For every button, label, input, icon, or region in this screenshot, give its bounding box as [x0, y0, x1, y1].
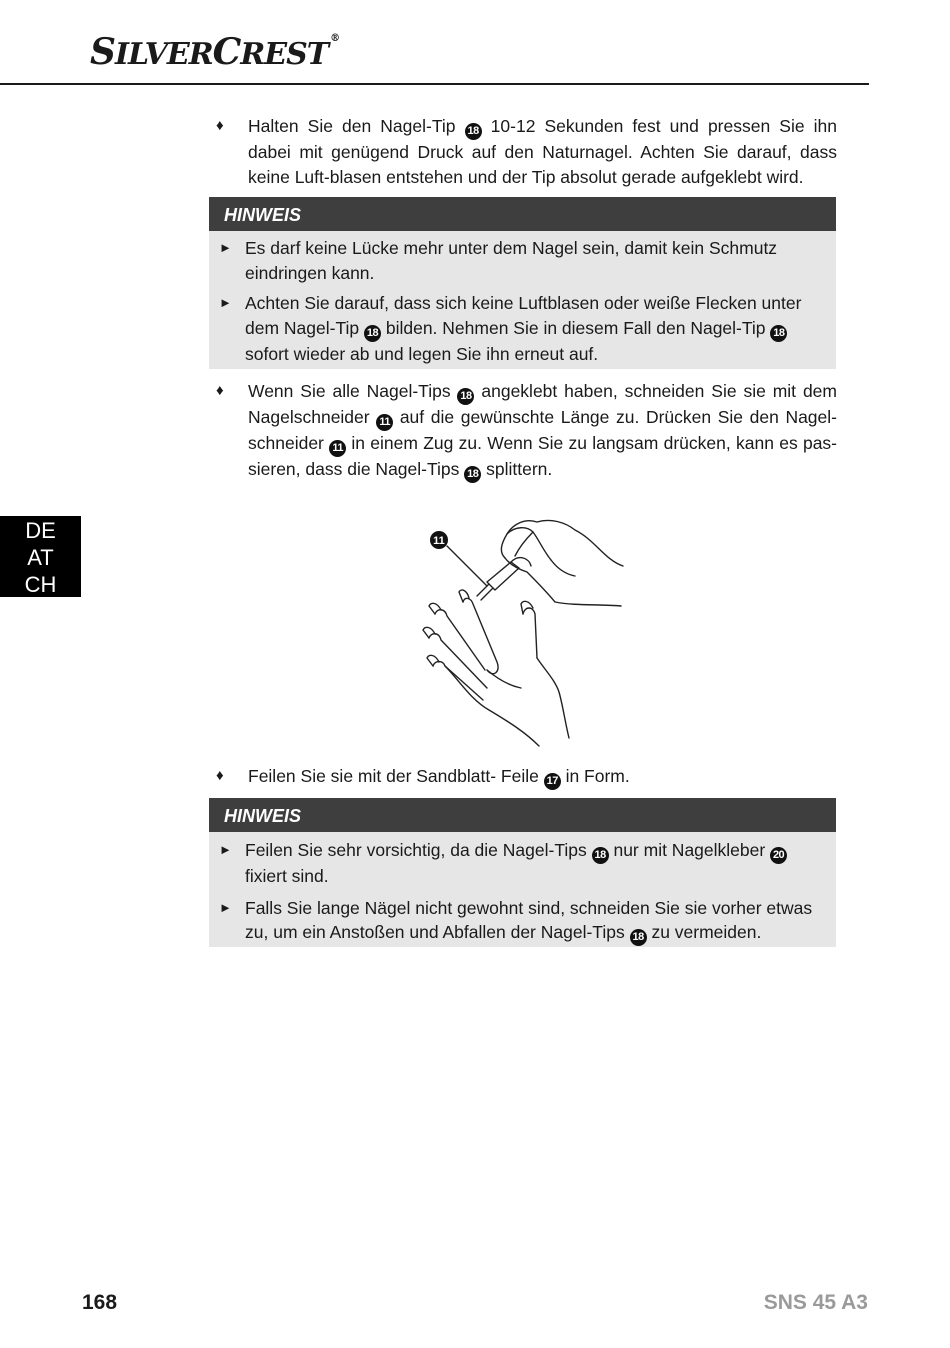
- model-number: SNS 45 A3: [763, 1291, 868, 1314]
- language-tab: [0, 516, 81, 597]
- lang-at: AT: [27, 545, 54, 570]
- note-title: HINWEIS: [209, 197, 836, 231]
- hand-cutting-nail-tips-illustration: [415, 510, 630, 750]
- part-number-badge: 18: [457, 388, 474, 405]
- paragraph-text: Halten Sie den Nagel-Tip 18 10-12 Sekunden fest und pressen Sie ihn dabei mit genügend Druck auf den Naturnagel. Achten Sie darauf, dass keine Luft-blasen entstehen und der Tip absolut gerade aufgeklebt wird.: [248, 116, 837, 187]
- part-number-badge: 18: [465, 123, 482, 140]
- arrow-bullet-icon: ►: [219, 295, 232, 310]
- paragraph-text: Wenn Sie alle Nagel-Tips 18 angeklebt haben, schneiden Sie sie mit dem Nagelschneider 11 auf die gewünschte Länge zu. Drücken Sie den Nagel-schneider 11 in einem Zug zu. Wenn Sie zu langsam drücken, kann es pas-sieren, dass die Nagel-Tips 18 splittern.: [248, 379, 837, 483]
- diamond-bullet-icon: ♦: [216, 382, 224, 399]
- part-number-badge: 18: [770, 325, 787, 342]
- note-item: ► Es darf keine Lücke mehr unter dem Nagel sein, damit kein Schmutz eindringen kann.: [219, 238, 778, 283]
- instruction-file-nails: [210, 764, 837, 790]
- part-number-badge: 17: [544, 773, 561, 790]
- callout-label: 11: [433, 535, 445, 547]
- note-item: ► Feilen Sie sehr vorsichtig, da die Nagel-Tips 18 nur mit Nagelkleber 20 fixiert sind.: [209, 838, 836, 889]
- hinweis-note-1: [209, 197, 836, 369]
- lang-de: DE: [25, 518, 56, 543]
- note-item: ► Falls Sie lange Nägel nicht gewohnt sind, schneiden Sie sie vorher etwas zu, um ein Anstoßen und Abfallen der Nagel-Tips 18 zu vermeiden.: [209, 896, 836, 947]
- part-number-badge: 11: [329, 440, 346, 457]
- part-number-badge: 11: [376, 414, 393, 431]
- arrow-bullet-icon: ►: [219, 240, 232, 255]
- header-rule: [0, 83, 869, 85]
- instruction-cut-nail-tips: [210, 379, 837, 483]
- part-number-badge: 18: [364, 325, 381, 342]
- page-number: 168: [82, 1291, 118, 1314]
- part-number-badge: 18: [630, 929, 647, 946]
- diamond-bullet-icon: ♦: [216, 767, 224, 784]
- part-number-badge: 18: [464, 466, 481, 483]
- paragraph-text: Feilen Sie sie mit der Sandblatt- Feile 17 in Form.: [248, 764, 837, 790]
- diamond-bullet-icon: ♦: [216, 117, 224, 134]
- note-title: HINWEIS: [209, 798, 836, 832]
- part-number-badge: 18: [592, 847, 609, 864]
- lang-ch: CH: [24, 572, 57, 597]
- note-item: ► Achten Sie darauf, dass sich keine Luftblasen oder weiße Flecken unter dem Nagel-Tip 18 bilden. Nehmen Sie in diesem Fall den Nagel-Tip 18 sofort wieder ab und legen Sie ihn erneut auf.: [219, 293, 802, 364]
- brand-logo: SILVERCREST ®: [90, 31, 340, 73]
- hand-illustration-icon: [415, 510, 630, 750]
- instruction-hold-nail-tip: [210, 114, 837, 189]
- part-number-badge: 20: [770, 847, 787, 864]
- arrow-bullet-icon: ►: [219, 899, 232, 915]
- hinweis-note-2: [209, 798, 836, 947]
- arrow-bullet-icon: ►: [219, 842, 232, 857]
